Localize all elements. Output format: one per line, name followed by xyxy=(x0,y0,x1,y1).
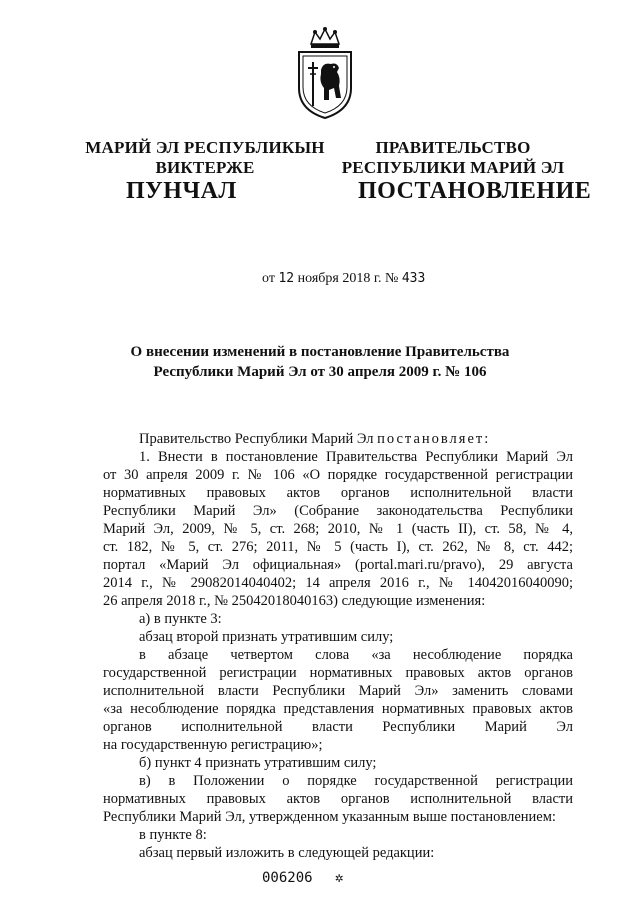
item-v xyxy=(103,772,573,826)
date-day: 12 xyxy=(278,271,295,286)
p1-line: ст. 182, № 5, ст. 276; 2011, № 5 (часть I), ст. 262, № 8, ст. 442; xyxy=(103,539,573,555)
item-v-sub2: абзац первый изложить в следующей редакции: xyxy=(139,845,435,861)
p1-line: Республики Марий Эл» (Собрание законодательства Республики xyxy=(103,503,573,519)
p1-line: нормативных правовых актов органов исполнительной власти xyxy=(103,485,573,501)
p1-line: 26 апреля 2018 г., № 25042018040163) следующие изменения: xyxy=(103,593,486,609)
date-month-year: ноября 2018 г. № xyxy=(297,271,399,286)
a2-line: на государственную регистрацию»; xyxy=(103,737,323,753)
header-left-line1: МАРИЙ ЭЛ РЕСПУБЛИКЫН xyxy=(85,138,325,157)
coat-of-arms-emblem xyxy=(293,26,357,120)
header-right-line1: ПРАВИТЕЛЬСТВО xyxy=(375,138,531,157)
a2-line: органов исполнительной власти Республики Марий Эл xyxy=(103,719,573,735)
document-number: 433 xyxy=(401,271,426,286)
intro-decree-word: постановляет: xyxy=(377,431,491,447)
subject-line-2: Республики Марий Эл от 30 апреля 2009 г. № 106 xyxy=(153,364,487,380)
intro-text: Правительство Республики Марий Эл xyxy=(139,431,378,447)
header-right-block xyxy=(318,138,588,178)
star-mark-icon: ✲ xyxy=(335,870,344,886)
item-a-sub2 xyxy=(103,646,573,754)
v-line: Республики Марий Эл, утвержденном указанным выше постановлением: xyxy=(103,809,556,825)
item-a-sub1: абзац второй признать утратившим силу; xyxy=(139,629,394,645)
title-punchal: ПУНЧАЛ xyxy=(126,178,237,204)
date-line xyxy=(262,271,425,287)
date-prefix: от xyxy=(262,271,275,286)
a2-line: «за несоблюдение порядка представления нормативных правовых актов xyxy=(103,701,573,717)
v-line: нормативных правовых актов органов исполнительной власти xyxy=(103,791,573,807)
a2-line: в абзаце четвертом слова «за несоблюдение порядка xyxy=(139,647,573,663)
p1-line: портал «Марий Эл официальная» (portal.mari.ru/pravo), 29 августа xyxy=(103,557,573,573)
header-right-line2: РЕСПУБЛИКИ МАРИЙ ЭЛ xyxy=(341,158,565,177)
header-left-line2: ВИКТЕРЖЕ xyxy=(155,158,255,177)
a2-line: государственной регистрации нормативных правовых актов органов xyxy=(103,665,573,681)
document-subject xyxy=(60,342,580,382)
v-line: в) в Положении о порядке государственной регистрации xyxy=(139,773,573,789)
p1-line: Марий Эл, 2009, № 5, ст. 268; 2010, № 1 (часть II), ст. 58, № 4, xyxy=(103,521,573,537)
serial-number: 006206 xyxy=(262,870,313,886)
p1-line: от 30 апреля 2009 г. № 106 «О порядке государственной регистрации xyxy=(103,467,573,483)
item-v-sub1: в пункте 8: xyxy=(139,827,207,843)
subject-line-1: О внесении изменений в постановление Правительства xyxy=(130,344,510,360)
a2-line: исполнительной власти Республики Марий Эл» заменить словами xyxy=(103,683,573,699)
item-b: б) пункт 4 признать утратившим силу; xyxy=(139,755,377,771)
footer-serial xyxy=(262,870,343,886)
header-left-block xyxy=(70,138,340,178)
document-body xyxy=(103,430,573,862)
p1-line: 1. Внести в постановление Правительства Республики Марий Эл xyxy=(139,449,573,465)
title-postanovlenie: ПОСТАНОВЛЕНИЕ xyxy=(358,178,592,204)
item-a: а) в пункте 3: xyxy=(139,611,222,627)
intro-line xyxy=(103,430,573,448)
p1-line: 2014 г., № 29082014040402; 14 апреля 2016 г., № 14042016040090; xyxy=(103,575,573,591)
paragraph-1 xyxy=(103,448,573,610)
